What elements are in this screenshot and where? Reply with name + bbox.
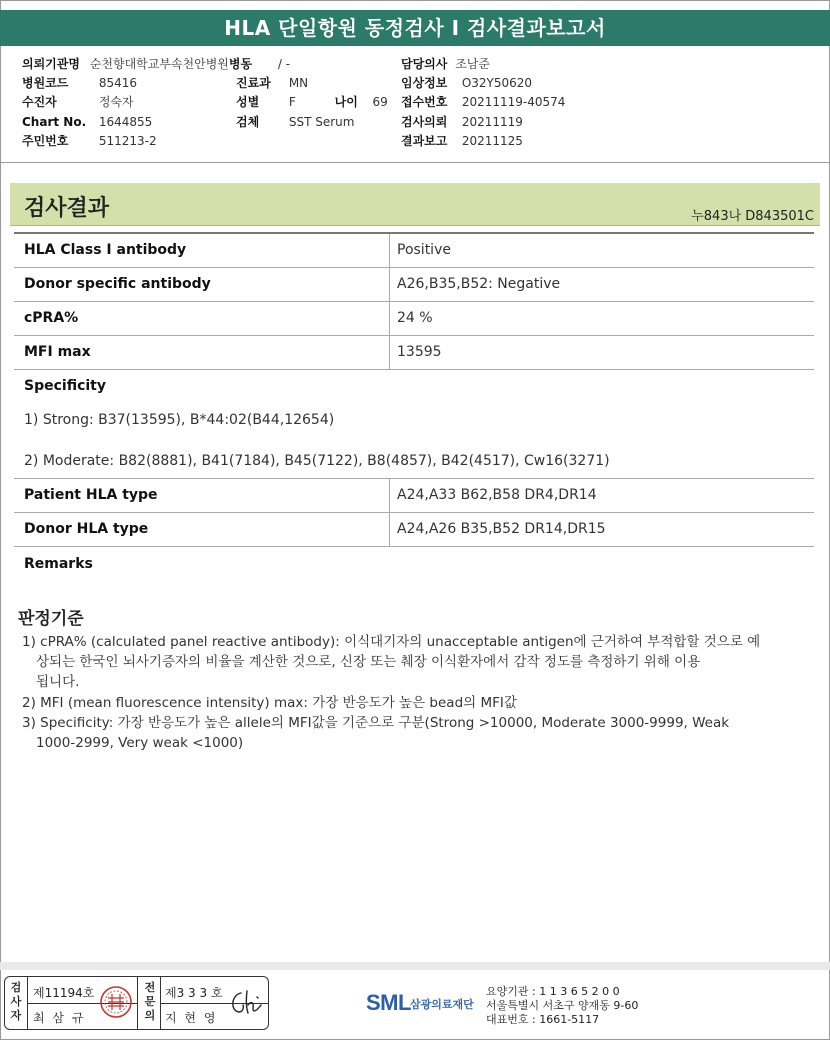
specificity-moderate: 2) Moderate: B82(8881), B41(7184), B45(7122), B8(4857), B42(4517), Cw16(3271): [24, 453, 610, 469]
clinical-field: [401, 75, 532, 91]
criteria-title: 판정기준: [18, 609, 84, 629]
hospital-value: 순천향대학교부속천안병원: [89, 57, 229, 71]
result-label: HLA Class Ⅰ antibody: [24, 242, 187, 258]
column-divider: [389, 268, 390, 301]
hospital-code-value: 85416: [98, 76, 138, 90]
dept-value: MN: [288, 76, 309, 90]
clinical-label: 임상정보: [401, 76, 448, 90]
specialist-number: 제3 3 3 호: [165, 986, 223, 1000]
criteria-item-3-line-2: 1000-2999, Very weak <1000): [36, 735, 244, 751]
receipt-value: 20211119-40574: [461, 95, 566, 109]
doctor-value: 조남준: [455, 57, 490, 71]
logo-org-name: 삼광의료재단: [410, 998, 474, 1011]
specimen-label: 검체: [236, 115, 260, 129]
dept-label: 진료과: [236, 76, 271, 90]
divider: [137, 977, 138, 1029]
report-title: HLA 단일항원 동정검사 I 검사결과보고서: [0, 10, 830, 46]
specialist-signature-icon: [227, 985, 265, 1019]
results-table: [14, 232, 814, 580]
specificity-strong: 1) Strong: B37(13595), B*44:02(B44,12654): [24, 412, 335, 428]
patient-field: [22, 94, 134, 110]
request-label: 검사의뢰: [401, 115, 448, 129]
patient-value: 정숙자: [98, 95, 134, 109]
sex-value: F: [288, 95, 296, 109]
ward-value: / -: [277, 57, 291, 71]
chart-field: [22, 114, 152, 130]
sex-label: 성별: [236, 95, 260, 109]
sex-field: [236, 94, 388, 110]
sml-logo: [366, 984, 478, 1024]
specimen-field: [236, 114, 354, 130]
address: 서울특별시 서초구 양재동 9-60: [486, 999, 639, 1012]
result-label: Patient HLA type: [24, 487, 158, 503]
receipt-label: 접수번호: [401, 95, 448, 109]
logo-mark: SML: [366, 990, 411, 1015]
result-value: A26,B35,B52: Negative: [397, 276, 561, 292]
patient-label: 수진자: [22, 95, 57, 109]
request-value: 20211119: [461, 115, 523, 129]
column-divider: [389, 336, 390, 369]
hospital-code-field: [22, 75, 137, 91]
dept-field: [236, 75, 308, 91]
result-label: Donor specific antibody: [24, 276, 211, 292]
result-row-donor-hla: [14, 513, 814, 547]
result-row-cpra: [14, 302, 814, 336]
specimen-value: SST Serum: [288, 115, 355, 129]
criteria-item-1-line-2: 상되는 한국인 뇌사기증자의 비율을 계산한 것으로, 신장 또는 췌장 이식환자에서 감작 정도를 측정하기 위해 이용: [36, 654, 701, 670]
organization-info: [486, 985, 638, 1027]
criteria-item-3: [22, 713, 812, 753]
signature-box: [4, 976, 269, 1030]
result-row-mfi: [14, 336, 814, 370]
column-divider: [389, 234, 390, 267]
age-label: 나이: [334, 95, 358, 109]
result-value: 13595: [397, 344, 442, 360]
result-row-dsa: [14, 268, 814, 302]
request-field: [401, 114, 523, 130]
specialist-name: 지 현 영: [165, 1011, 218, 1025]
result-row-patient-hla: [14, 479, 814, 513]
inspector-label: [8, 981, 24, 1023]
specialist-label-text: 전문의: [144, 981, 156, 1022]
column-divider: [389, 302, 390, 335]
clinical-value: O32Y50620: [461, 76, 533, 90]
receipt-field: [401, 94, 565, 110]
criteria-item-3-line-1: 3) Specificity: 가장 반응도가 높은 allele의 MFI값을 기준으로 구분(Strong >10000, Moderate 3000-9999, Weak: [22, 715, 730, 731]
column-divider: [389, 513, 390, 546]
criteria-item-1-line-1: 1) cPRA% (calculated panel reactive antibody): 이식대기자의 unacceptable antigen에 근거하여 부적합할 것으로 예: [22, 634, 761, 650]
criteria-item-1-line-3: 됩니다.: [36, 674, 80, 690]
header-row-1: [22, 56, 290, 72]
hospital-code-label: 병원코드: [22, 76, 69, 90]
care-code: 요양기관 : 1 1 3 6 5 2 0 0: [486, 985, 620, 998]
report-date-value: 20211125: [461, 134, 523, 148]
inspector-name: 최 삼 규: [33, 1011, 86, 1025]
hospital-label: 의뢰기관명: [22, 57, 80, 71]
inspector-label-text: 검사자: [10, 981, 22, 1022]
result-label: Donor HLA type: [24, 521, 149, 537]
result-value: Positive: [397, 242, 451, 258]
specificity-label: Specificity: [24, 378, 106, 394]
id-field: [22, 133, 157, 149]
age-value: 69: [372, 95, 388, 109]
results-header: [10, 183, 820, 226]
report-date-field: [401, 133, 523, 149]
criteria-item-1: [22, 632, 812, 692]
result-value: 24 %: [397, 310, 433, 326]
specificity-section: [14, 370, 814, 479]
phone: 대표번호 : 1661-5117: [486, 1013, 600, 1026]
doctor-label: 담당의사: [401, 57, 448, 71]
id-value: 511213-2: [98, 134, 157, 148]
chart-value: 1644855: [98, 115, 153, 129]
result-row-hla-class: [14, 232, 814, 268]
criteria-item-2: 2) MFI (mean fluorescence intensity) max: 가장 반응도가 높은 bead의 MFI값: [22, 695, 517, 711]
header-divider: [0, 162, 830, 163]
report-date-label: 결과보고: [401, 134, 448, 148]
results-title: 검사결과: [24, 196, 110, 221]
result-value: A24,A26 B35,B52 DR14,DR15: [397, 521, 606, 537]
results-code: 누843나 D843501C: [691, 209, 814, 224]
column-divider: [389, 479, 390, 512]
inspector-number: 제11194호: [33, 986, 95, 1000]
ward-label: 병동: [228, 57, 253, 71]
remarks-row: [14, 547, 814, 580]
chart-label: Chart No.: [22, 115, 87, 129]
footer-divider: [0, 962, 830, 970]
result-label: MFI max: [24, 344, 91, 360]
result-value: A24,A33 B62,B58 DR4,DR14: [397, 487, 597, 503]
inspector-seal-icon: [99, 985, 133, 1019]
remarks-label: Remarks: [24, 556, 93, 572]
specialist-label: [142, 981, 158, 1023]
doctor-field: [401, 56, 490, 72]
result-label: cPRA%: [24, 310, 79, 326]
id-label: 주민번호: [22, 134, 69, 148]
